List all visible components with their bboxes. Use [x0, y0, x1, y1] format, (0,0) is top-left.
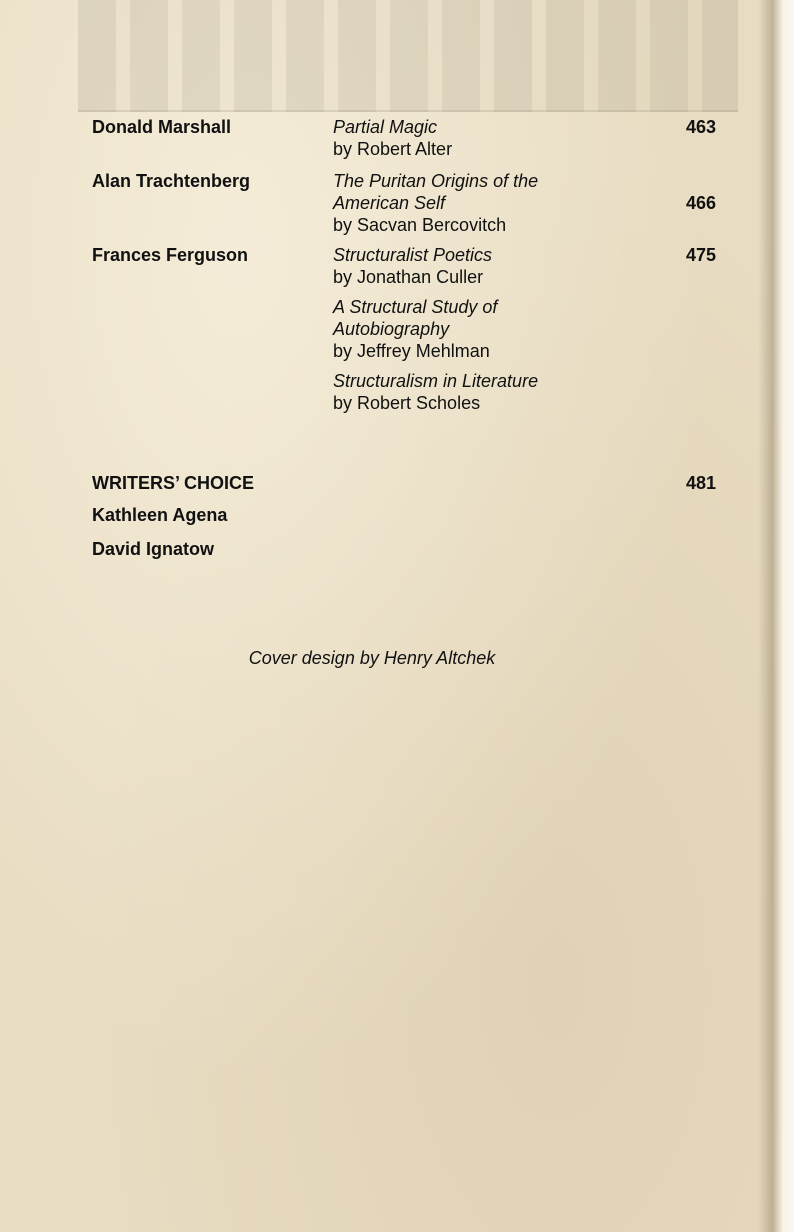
- section-title: WRITERS’ CHOICE: [92, 473, 255, 493]
- work-author: by Robert Scholes: [333, 393, 481, 413]
- writers-choice-author: Kathleen Agena: [92, 505, 228, 525]
- reviewed-work: [333, 116, 673, 160]
- page-number: 481: [685, 473, 716, 493]
- reviewer-name: Frances Ferguson: [92, 245, 249, 265]
- work-title: The Puritan Origins of the American Self: [333, 171, 539, 213]
- work-author: by Robert Alter: [333, 139, 453, 159]
- work-title: A Structural Study of Autobiography: [333, 297, 498, 339]
- masthead-bleed-through: [78, 0, 738, 112]
- writers-choice-author: David Ignatow: [92, 539, 215, 559]
- work-author: by Jeffrey Mehlman: [333, 341, 490, 361]
- page-number: 466: [685, 193, 716, 213]
- work-author: by Jonathan Culler: [333, 267, 484, 287]
- reviewer-name: Alan Trachtenberg: [92, 171, 251, 191]
- reviewer-name: Donald Marshall: [92, 117, 232, 137]
- work-title: Partial Magic: [333, 117, 438, 137]
- page-binding-edge: [758, 0, 794, 1232]
- cover-design-credit: Cover design by Henry Altchek: [248, 648, 496, 668]
- reviewed-work: [333, 170, 593, 236]
- work-title: Structuralism in Literature: [333, 371, 539, 391]
- writers-choice-heading: [92, 472, 716, 494]
- work-author: by Sacvan Bercovitch: [333, 215, 507, 235]
- work-title: Structuralist Poetics: [333, 245, 493, 265]
- page-number: 475: [685, 245, 716, 265]
- reviewed-work: [333, 244, 673, 414]
- page-number: 463: [685, 117, 716, 137]
